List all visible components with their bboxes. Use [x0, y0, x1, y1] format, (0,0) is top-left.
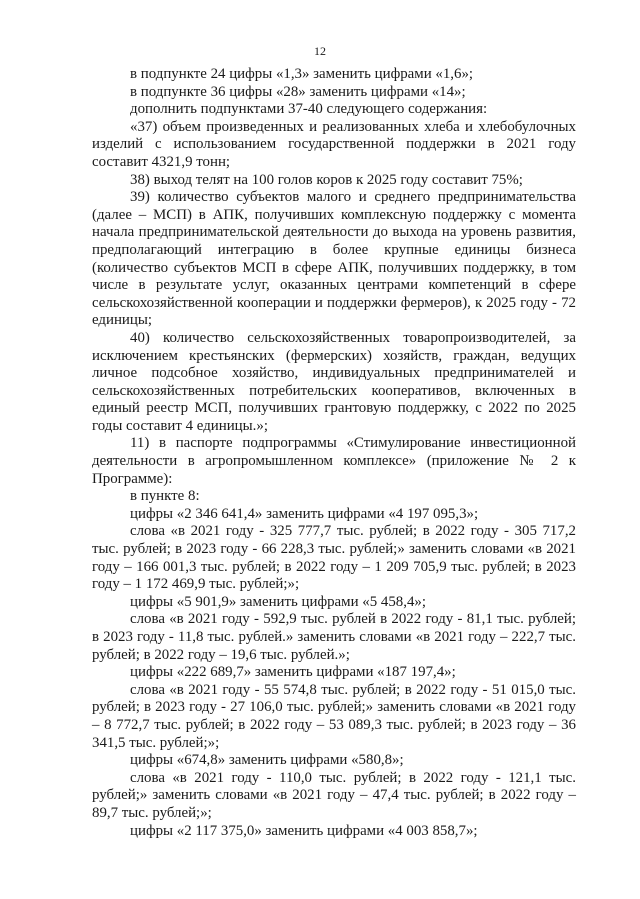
- paragraph: 39) количество субъектов малого и среднего предпринимательства (далее – МСП) в АПК, получивших комплексную поддержку с момента начала предпринимательской деятельности до выхода на уровень развития, предполагающий интеграцию в более крупные единицы бизнеса (количество субъектов МСП в сфере АПК, получивших поддержку, в том числе в результате услуг, оказанных центрами компетенций в сфере сельскохозяйственной кооперации и поддержки фермеров), к 2025 году - 72 единицы;: [92, 189, 576, 329]
- paragraph: 38) выход телят на 100 голов коров к 2025 году составит 75%;: [130, 171, 523, 188]
- paragraph: 11) в паспорте подпрограммы «Стимулирование инвестиционной деятельности в агропромышленном комплексе» (приложение № 2 к Программе):: [92, 435, 576, 487]
- paragraph: цифры «674,8» заменить цифрами «580,8»;: [130, 752, 404, 769]
- paragraph: в пункте 8:: [130, 488, 200, 505]
- paragraph: в подпункте 36 цифры «28» заменить цифрами «14»;: [130, 83, 466, 100]
- paragraph: 40) количество сельскохозяйственных товаропроизводителей, за исключением крестьянских (фермерских) хозяйств, граждан, ведущих личное подсобное хозяйство, индивидуальных предпринимателей и сельскохозяйственных потребительских кооперативов, включенных в единый реестр МСП, получивших грантовую поддержку, с 2022 по 2025 годы составит 4 единицы.»;: [92, 329, 576, 434]
- paragraph: цифры «2 117 375,0» заменить цифрами «4 003 858,7»;: [130, 822, 478, 839]
- paragraph: цифры «5 901,9» заменить цифрами «5 458,4»;: [130, 593, 426, 610]
- paragraph: «37) объем произведенных и реализованных хлеба и хлебобулочных изделий с использованием государственной поддержки в 2021 году составит 4321,9 тонн;: [92, 118, 576, 170]
- paragraph: слова «в 2021 году - 55 574,8 тыс. рублей; в 2022 году - 51 015,0 тыс. рублей; в 2023 году - 27 106,0 тыс. рублей;» заменить словами «в 2021 году – 8 772,7 тыс. рублей; в 2022 году – 53 089,3 тыс. рублей; в 2023 году – 36 341,5 тыс. рублей;»;: [92, 681, 576, 751]
- paragraph: слова «в 2021 году - 110,0 тыс. рублей; в 2022 году - 121,1 тыс. рублей;» заменить словами «в 2021 году – 47,4 тыс. рублей; в 2022 году – 89,7 тыс. рублей;»;: [92, 769, 576, 821]
- paragraph: дополнить подпунктами 37-40 следующего содержания:: [130, 101, 488, 118]
- page-number: 12: [314, 44, 326, 58]
- body-text: [92, 66, 576, 840]
- paragraph: в подпункте 24 цифры «1,3» заменить цифрами «1,6»;: [130, 66, 474, 82]
- paragraph: слова «в 2021 году - 592,9 тыс. рублей в 2022 году - 81,1 тыс. рублей; в 2023 году - 11,8 тыс. рублей.» заменить словами «в 2021 году – 222,7 тыс. рублей; в 2022 году – 19,6 тыс. рублей.»;: [92, 611, 576, 663]
- paragraph: цифры «222 689,7» заменить цифрами «187 197,4»;: [130, 664, 456, 681]
- paragraph: слова «в 2021 году - 325 777,7 тыс. рублей; в 2022 году - 305 717,2 тыс. рублей; в 2023 году - 66 228,3 тыс. рублей;» заменить словами «в 2021 году – 166 001,3 тыс. рублей; в 2022 году – 1 209 705,9 тыс. рублей; в 2023 году – 1 172 469,9 тыс. рублей;»;: [92, 523, 576, 593]
- paragraph: цифры «2 346 641,4» заменить цифрами «4 197 095,3»;: [130, 505, 479, 522]
